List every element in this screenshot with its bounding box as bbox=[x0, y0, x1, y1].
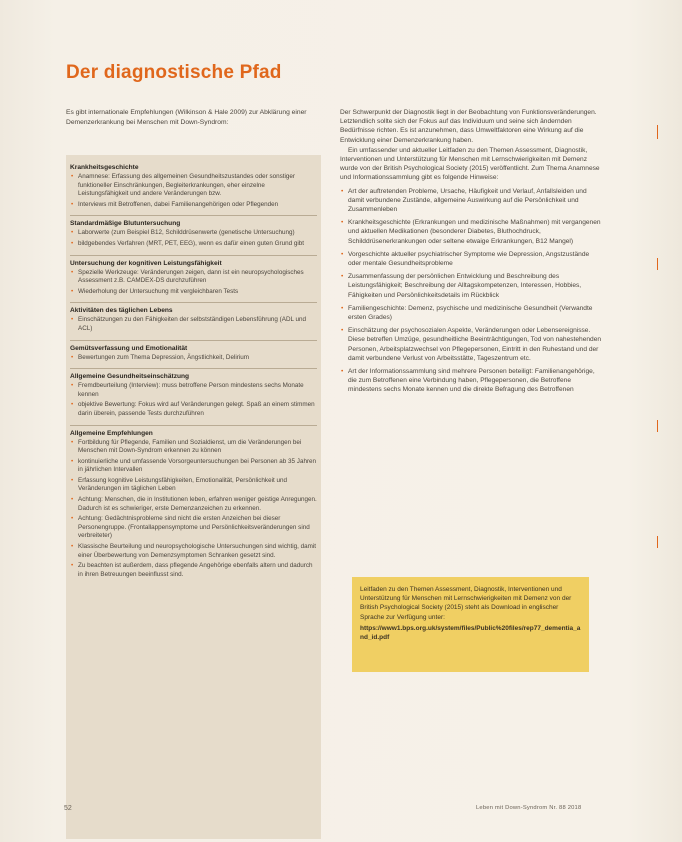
box-section bbox=[70, 369, 317, 425]
recommendations-box bbox=[66, 155, 321, 839]
list-item: • Spezielle Werkzeuge: Veränderungen zeigen, dann ist ein neuropsychologisches Assessment z.B. CAMDEX-DS durchzuführen bbox=[70, 269, 317, 286]
list-item: • Wiederholung der Untersuchung mit vergleichbaren Tests bbox=[70, 288, 317, 297]
right-paragraph-2: Ein umfassender und aktueller Leitfaden zu den Themen Assessment, Diagnostik, Interventionen und Unterstützung für Menschen mit Lernschwierigkeiten mit Demenz wurde von der British Psychological Society (2015) veröffentlicht. Zum Thema Anamnese und Informationssammlung gibt es folgende Hinweise: bbox=[340, 146, 600, 182]
box-section bbox=[70, 256, 317, 304]
edge-mark bbox=[657, 258, 658, 270]
right-bullet-item: • Zusammenfassung der persönlichen Entwicklung und Beschreibung des Leistungsfähigkeit; Beschreibung der Alltagskompetenzen, Interessen, Hobbies, Fähigkeiten und Persönlichkeitsdetails im Rückblick bbox=[340, 272, 602, 300]
page-title: Der diagnostische Pfad bbox=[66, 62, 282, 83]
recommendations-list bbox=[66, 155, 321, 585]
section-list bbox=[70, 173, 317, 209]
list-item: • kontinuierliche und umfassende Vorsorgeuntersuchungen bei Personen ab 35 Jahren in jährlichen Intervallen bbox=[70, 458, 317, 475]
right-bullet-item: • Art der Informationssammlung sind mehrere Personen beteiligt: Familienangehörige, die zum Betroffenen eine Verbindung haben, Pflegepersonen, die Betroffene mindestens sechs Monate kennen und die direkte Befragung des Betroffenen bbox=[340, 367, 602, 395]
section-heading: Krankheitsgeschichte bbox=[70, 164, 139, 171]
section-heading: Untersuchung der kognitiven Leistungsfähigkeit bbox=[70, 259, 222, 267]
section-list bbox=[70, 229, 317, 248]
box-section bbox=[70, 341, 317, 370]
section-heading: Aktivitäten des täglichen Lebens bbox=[70, 307, 173, 315]
guide-link[interactable]: https://www1.bps.org.uk/system/files/Public%20files/rep77_dementia_and_id.pdf bbox=[360, 624, 581, 642]
section-list bbox=[70, 269, 317, 297]
right-bullet-item: • Einschätzung der psychosozialen Aspekte, Veränderungen oder Lebensereignisse. Diese betreffen Umzüge, gesundheitliche Beeinträchtigungen, Tod von nahestehenden Personen, Arbeitsplatzwechsel von Pflegepersonen, Eintritt in den Ruhestand und der damit verbundene Verlust von Arbeitsstätte, Tageszentrum etc. bbox=[340, 326, 602, 363]
section-list bbox=[70, 382, 317, 418]
list-item: • Anamnese: Erfassung des allgemeinen Gesundheitszustandes oder sonstiger funktioneller Einschränkungen, Begleiterkrankungen, eher einzelne Leistungsfähigkeit und andere Veränderungen bzw. bbox=[70, 173, 317, 199]
list-item: • bildgebendes Verfahren (MRT, PET, EEG), wenn es dafür einen guten Grund gibt bbox=[70, 240, 317, 249]
edge-mark bbox=[657, 420, 658, 432]
section-list bbox=[70, 316, 317, 333]
edge-mark bbox=[657, 536, 658, 548]
page-number: 52 bbox=[64, 805, 72, 812]
guide-info-box bbox=[352, 577, 589, 672]
intro-text: Es gibt internationale Empfehlungen (Wilkinson & Hale 2009) zur Abklärung einer Demenzerkrankung bei Menschen mit Down-Syndrom: bbox=[66, 109, 307, 126]
right-bullet-item: • Krankheitsgeschichte (Erkrankungen und medizinische Maßnahmen) mit vergangenen und aktuellen Medikationen (besonderer Diabetes, Bluthochdruck, Schilddrüsenerkrankungen oder seltene etwaige Erkrankungen, B12 Mangel) bbox=[340, 218, 602, 246]
right-bullet-item: • Familiengeschichte: Demenz, psychische und medizinische Gesundheit (Verwandte ersten Grades) bbox=[340, 304, 602, 322]
right-bullet-list bbox=[340, 187, 602, 395]
box-section bbox=[70, 303, 317, 340]
list-item: • Achtung: Gedächtnisprobleme sind nicht die ersten Anzeichen bei dieser Personengruppe. (Frontallappensymptome und Persönlichkeitsveränderungen sind verbreiteter) bbox=[70, 515, 317, 541]
list-item: • Fortbildung für Pflegende, Familien und Sozialdienst, um die Veränderungen bei Menschen mit Down-Syndrom erkennen zu können bbox=[70, 439, 317, 456]
list-item: • Achtung: Menschen, die in Institutionen leben, erfahren weniger geistige Anregungen. Dadurch ist es schwieriger, erste Demenzanzeichen zu erkennen. bbox=[70, 496, 317, 513]
right-bullet-item: • Art der auftretenden Probleme, Ursache, Häufigkeit und Verlauf, Anfallsleiden und damit verbundene Zustände, allgemeine Auswirkung auf die Persönlichkeit und Zusammenleben bbox=[340, 187, 602, 215]
section-heading: Standardmäßige Blutuntersuchung bbox=[70, 220, 181, 228]
section-list bbox=[70, 354, 317, 363]
list-item: • Laborwerte (zum Beispiel B12, Schilddrüsenwerte (genetische Untersuchung) bbox=[70, 229, 317, 238]
section-heading: Gemütsverfassung und Emotionalität bbox=[70, 344, 188, 352]
journal-footer: Leben mit Down-Syndrom Nr. 88 2018 bbox=[476, 805, 582, 811]
list-item: • Interviews mit Betroffenen, dabei Familienangehörigen oder Pflegenden bbox=[70, 201, 317, 210]
list-item: • objektive Bewertung: Fokus wird auf Veränderungen gelegt. Spaß an einem stimmen darin überein, passende Tests durchzuführen bbox=[70, 401, 317, 418]
list-item: • Einschätzungen zu den Fähigkeiten der selbstständigen Lebensführung (ADL und ACL) bbox=[70, 316, 317, 333]
box-section bbox=[70, 216, 317, 255]
box-section bbox=[70, 160, 317, 216]
guide-info-text: Leitfaden zu den Themen Assessment, Diagnostik, Interventionen und Unterstützung für Menschen mit Lernschwierigkeiten mit Demenz von der British Psychological Society (2015) steht als Download in englischer Sprache zur Verfügung unter: bbox=[360, 586, 572, 621]
right-bullet-item: • Vorgeschichte aktueller psychiatrischer Symptome wie Depression, Angstzustände oder mentale Gesundheitsprobleme bbox=[340, 250, 602, 268]
section-heading: Allgemeine Empfehlungen bbox=[70, 429, 153, 437]
edge-mark bbox=[657, 125, 658, 139]
box-section bbox=[70, 426, 317, 586]
right-column bbox=[340, 108, 602, 399]
section-list bbox=[70, 439, 317, 580]
list-item: • Klassische Beurteilung und neuropsychologische Untersuchungen sind wichtig, damit einer Überbewertung von Demenzsymptomen Schranken gesetzt sind. bbox=[70, 543, 317, 560]
list-item: • Fremdbeurteilung (Interview): muss betroffene Person mindestens sechs Monate kennen bbox=[70, 382, 317, 399]
section-heading: Allgemeine Gesundheitseinschätzung bbox=[70, 373, 190, 381]
list-item: • Erfassung kognitive Leistungsfähigkeiten, Emotionalität, Persönlichkeit und Veränderungen im täglichen Leben bbox=[70, 477, 317, 494]
list-item: • Bewertungen zum Thema Depression, Ängstlichkeit, Delirium bbox=[70, 354, 317, 363]
list-item: • Zu beachten ist außerdem, dass pflegende Angehörige ebenfalls altern und dadurch in ihren Betreuungen beeinflusst sind. bbox=[70, 562, 317, 579]
right-paragraph-1: Der Schwerpunkt der Diagnostik liegt in der Beobachtung von Funktionsveränderungen. Letztendlich sollte sich der Fokus auf das Individuum und seine sich ändernden Bedürfnisse richten. Es ist anzunehmen, dass Umweltfaktoren eine Wirkung auf die Entwicklung einer Demenzerkrankung haben. bbox=[340, 109, 597, 144]
